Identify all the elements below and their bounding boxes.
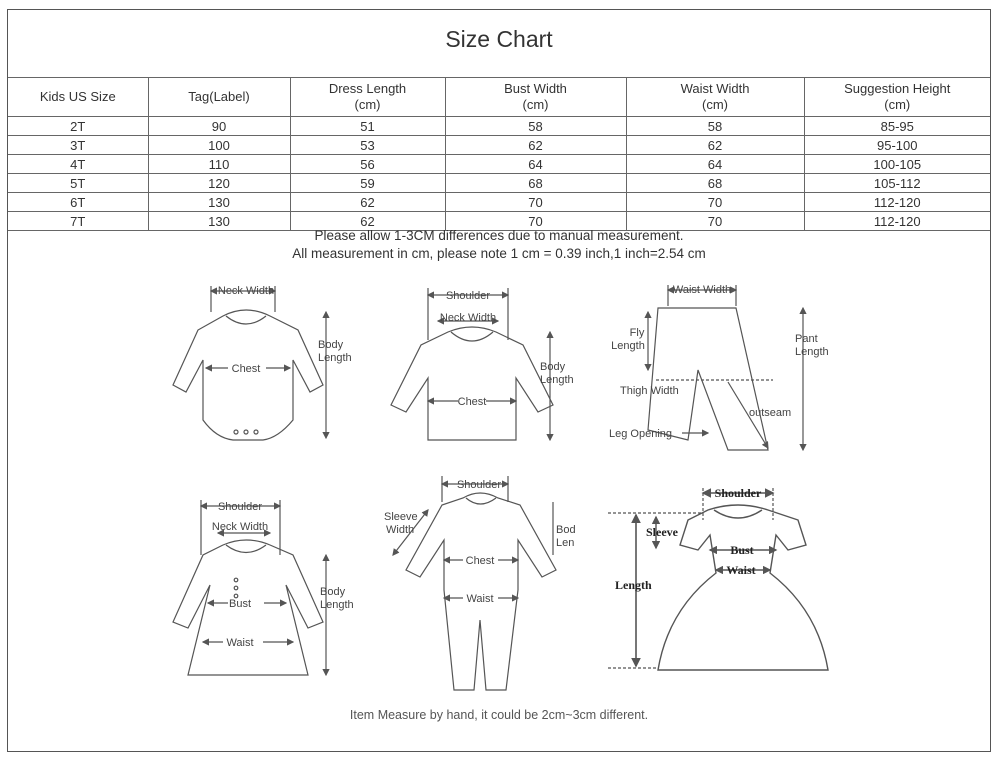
romper-sleeve-label-1: Sleeve: [384, 511, 418, 523]
pants-fly-label-1: Fly: [629, 327, 645, 339]
footer-note: Item Measure by hand, it could be 2cm~3cm different.: [349, 708, 649, 722]
cell-dress-length: 62: [290, 193, 445, 212]
note-units: All measurement in cm, please note 1 cm = 0.39 inch,1 inch=2.54 cm: [292, 246, 706, 261]
note-tolerance: Please allow 1-3CM differences due to manual measurement.: [314, 228, 684, 243]
cell-bust-width: 62: [445, 136, 626, 155]
cell-suggestion-height: 95-100: [804, 136, 990, 155]
col-header-size: Kids US Size: [8, 78, 148, 117]
romper-sleeve-label-2: Width: [386, 524, 415, 536]
romper-shoulder-label: Shoulder: [456, 479, 502, 491]
tshirt-shoulder-label: Shoulder: [445, 290, 491, 302]
gown-waist-label: Waist: [726, 563, 756, 577]
cell-tag: 100: [148, 136, 290, 155]
measurement-illustrations: [8, 10, 990, 751]
cell-bust-width: 58: [445, 117, 626, 136]
pants-diagram: [648, 285, 803, 450]
cell-size: 2T: [8, 117, 148, 136]
gown-length-label: Length: [615, 578, 652, 592]
col-header-dress-length: Dress Length (cm): [290, 78, 445, 117]
cell-suggestion-height: 112-120: [804, 193, 990, 212]
col-header-tag: Tag(Label): [148, 78, 290, 117]
col-header-suggestion-height: Suggestion Height (cm): [804, 78, 990, 117]
romper-chest-label: Chest: [465, 555, 495, 567]
cell-tag: 130: [148, 193, 290, 212]
cell-tag: 90: [148, 117, 290, 136]
cell-size: 5T: [8, 174, 148, 193]
dress-shoulder-label: Shoulder: [217, 501, 263, 513]
dress-body-label-1: Body: [320, 586, 346, 598]
cell-dress-length: 53: [290, 136, 445, 155]
pants-waist-label: Waist Width: [672, 284, 732, 296]
cell-size: 7T: [8, 212, 148, 231]
cell-bust-width: 70: [445, 193, 626, 212]
cell-size: 4T: [8, 155, 148, 174]
cell-suggestion-height: 85-95: [804, 117, 990, 136]
cell-dress-length: 59: [290, 174, 445, 193]
cell-size: 6T: [8, 193, 148, 212]
gown-sleeve-label: Sleeve: [646, 525, 678, 539]
col-header-bust-width: Bust Width (cm): [445, 78, 626, 117]
bodysuit-neck-label: Neck Width: [217, 285, 275, 297]
cell-waist-width: 68: [626, 174, 804, 193]
tshirt-chest-label: Chest: [457, 396, 487, 408]
dress-neck-label: Neck Width: [211, 521, 269, 533]
romper-waist-label: Waist: [466, 593, 494, 605]
cell-bust-width: 70: [445, 212, 626, 231]
pants-leg-label: Leg Opening: [609, 428, 672, 440]
cell-suggestion-height: 112-120: [804, 212, 990, 231]
cell-waist-width: 64: [626, 155, 804, 174]
pants-thigh-label: Thigh Width: [620, 385, 679, 397]
cell-tag: 120: [148, 174, 290, 193]
cell-suggestion-height: 100-105: [804, 155, 990, 174]
cell-dress-length: 62: [290, 212, 445, 231]
bodysuit-body-label-2: Length: [318, 352, 352, 364]
tshirt-diagram: [391, 288, 553, 440]
cell-suggestion-height: 105-112: [804, 174, 990, 193]
tshirt-body-label-1: Body: [540, 361, 566, 373]
pants-pant-label-1: Pant: [795, 333, 818, 345]
cell-waist-width: 62: [626, 136, 804, 155]
cell-tag: 130: [148, 212, 290, 231]
cell-waist-width: 70: [626, 212, 804, 231]
tshirt-neck-label: Neck Width: [439, 312, 497, 324]
cell-dress-length: 56: [290, 155, 445, 174]
gown-shoulder-label: Shoulder: [714, 486, 762, 500]
bodysuit-body-label-1: Body: [318, 339, 344, 351]
col-header-waist-width: Waist Width (cm): [626, 78, 804, 117]
cell-bust-width: 64: [445, 155, 626, 174]
romper-body-label-1: Bod: [556, 524, 576, 536]
dress-waist-label: Waist: [226, 637, 254, 649]
romper-body-label-2: Len: [556, 537, 575, 549]
pants-fly-label-2: Length: [611, 340, 645, 352]
gown-bust-label: Bust: [730, 543, 754, 557]
cell-waist-width: 58: [626, 117, 804, 136]
romper-diagram: [393, 476, 556, 690]
size-chart-frame: [7, 9, 991, 752]
chart-title: Size Chart: [445, 26, 553, 52]
pants-outseam-label: outseam: [749, 407, 792, 419]
bodysuit-chest-label: Chest: [231, 363, 261, 375]
cell-dress-length: 51: [290, 117, 445, 136]
dress-bust-label: Bust: [228, 598, 252, 610]
cell-bust-width: 68: [445, 174, 626, 193]
dress-body-label-2: Length: [320, 599, 354, 611]
cell-tag: 110: [148, 155, 290, 174]
pants-pant-label-2: Length: [795, 346, 829, 358]
cell-size: 3T: [8, 136, 148, 155]
cell-waist-width: 70: [626, 193, 804, 212]
tshirt-body-label-2: Length: [540, 374, 574, 386]
